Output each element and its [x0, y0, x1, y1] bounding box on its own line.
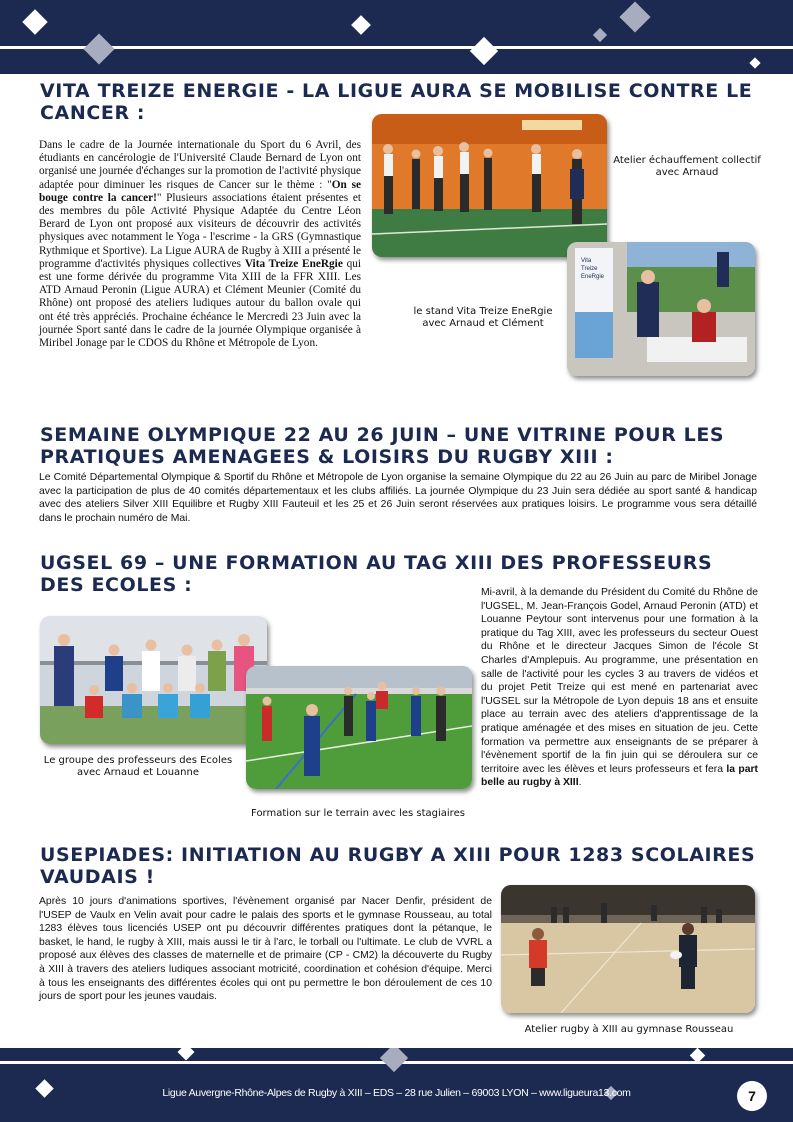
- section1-text-3: qui est une forme dérivée du programme Vita XIII de la FFR XIII. Les ATD Arnaud Peronin (Ligue AURA) et Clément Meunier (Comité du Rhône) ont proposé des ateliers ludiques autour du ballon ovale qui ont été très appréciés. Prochaine échéance le Mercredi 23 Juin avec la journée Sport santé dans le cadre de la journée Olympique organisée à Miribel Jonage par le CDOS du Rhône et Métropole de Lyon.: [39, 257, 362, 350]
- photo-vita-stand: [567, 242, 755, 376]
- footer-address: Ligue Auvergne-Rhône-Alpes de Rugby à XIII – EDS – 28 rue Julien – 69003 LYON – www.ligueura13.com: [162, 1087, 631, 1099]
- section-title-vita-treize: VITA TREIZE ENERGIE - LA LIGUE AURA SE MOBILISE CONTRE LE CANCER :: [40, 80, 753, 124]
- photo-field-training: [246, 666, 472, 789]
- photo-warmup-gym: [372, 114, 607, 257]
- caption-teachers-group: Le groupe des professeurs des Ecoles avec Arnaud et Louanne: [43, 755, 233, 778]
- diamond-ornament: [178, 1048, 195, 1060]
- section-title-semaine-olympique: SEMAINE OLYMPIQUE 22 AU 26 JUIN – UNE VITRINE POUR LES PRATIQUES AMENAGEES & LOISIRS DU RUGBY XIII :: [40, 424, 725, 468]
- section3-body: [481, 586, 758, 790]
- section-title-usepiades: USEPIADES: INITIATION AU RUGBY A XIII POUR 1283 SCOLAIRES VAUDAIS !: [40, 844, 756, 888]
- caption-stand: le stand Vita Treize EneRgie avec Arnaud et Clément: [413, 306, 553, 329]
- section-title-ugsel: UGSEL 69 – UNE FORMATION AU TAG XIII DES PROFESSEURS DES ECOLES :: [40, 552, 713, 596]
- diamond-ornament: [749, 57, 760, 68]
- banner-text-energie: EneRgie: [581, 274, 605, 280]
- banner-text-treize: Treize: [581, 266, 598, 272]
- photo-teachers-group: [40, 616, 267, 744]
- diamond-ornament: [593, 28, 607, 42]
- section1-bold-2: Vita Treize EneRgie: [244, 257, 343, 270]
- photo-gym-rousseau: [501, 885, 755, 1013]
- section3-text-end: .: [578, 777, 582, 789]
- page-number: 7: [737, 1081, 767, 1111]
- section3-text: Mi-avril, à la demande du Président du Comité du Rhône de l'UGSEL, M. Jean-François Godel, Arnaud Peronin (ATD) et Louanne Peytour sont intervenus pour une formation à la pratique du Tag XIII, avec les professeurs du secteur Ouest du Rhône et le directeur Jacques Simon de l'école St Charles d'Amplepuis. Au programme, une présentation en salle de l'activité pour les cycles 3 au travers de vidéos et du projet Petit Treize qui est mené en partenariat avec l'UGSEL sur la Métropole de Lyon depuis 18 ans et ensuite place au terrain avec des ateliers d'apprentissage de la pratique aménagée et des mises en situation de jeu. Cette formation va permettre aux enseignants de se préparer à l'évènement sportif de la fin juin qui se déroulera sur ce territoire avec les élèves et leurs professeurs et fera: [481, 587, 758, 775]
- section4-body: Après 10 jours d'animations sportives, l'évènement organisé par Nacer Denfir, président de l'USEP de Vaulx en Velin avait pour cadre le palais des sports et le gymnase Rousseau, au total 1283 élèves tous licenciés USEP ont pu découvrir différentes pratiques dont la pétanque, le basket, le hand, le rugby à XIII, mais aussi le tir à l'arc, le torball ou l'ultimate. Le club de VVRL a proposé aux élèves des classes de maternelle et de primaire (CP - CM2) la découverte du Rugby à XIII à travers des ateliers ludiques associant motricité, coordination et cohésion d'équipe. Merci à tous les enseignants des différentes écoles qui ont pu permettre le bon déroulement de ces 10 jours de sport pour les jeunes vaudais.: [39, 896, 492, 1003]
- diamond-ornament: [380, 1048, 408, 1072]
- banner-text-vita: Vita: [581, 258, 592, 264]
- section1-body: [39, 139, 361, 350]
- diamond-ornament: [22, 9, 47, 34]
- section1-bold-1: On se bouge contre la cancer!: [39, 178, 361, 204]
- header-band: [0, 0, 793, 74]
- caption-warmup: Atelier échauffement collectif avec Arnaud: [613, 155, 761, 178]
- caption-gym-rousseau: Atelier rugby à XIII au gymnase Rousseau: [524, 1024, 734, 1035]
- diamond-ornament: [470, 37, 498, 65]
- footer-band: [0, 1048, 793, 1122]
- caption-field-training: Formation sur le terrain avec les stagiaires: [251, 808, 465, 819]
- section2-body: Le Comité Départemental Olympique & Sportif du Rhône et Métropole de Lyon organise la semaine Olympique du 22 au 26 Juin au parc de Miribel Jonage avec la participation de plus de 40 comités départementaux et les clubs affiliés. La journée Olympique du 23 Juin sera dédiée au sport santé & handicap avec des ateliers Silver XIII Equilibre et Rugby XIII Fauteuil et les 25 et 26 Juin seront réservées aux pratiques loisirs. Le programme vous sera détaillé dans le prochain numéro de Mai.: [39, 472, 757, 524]
- header-divider: [0, 46, 793, 49]
- diamond-ornament: [351, 15, 371, 35]
- section1-text-1: Dans le cadre de la Journée internationale du Sport du 6 Avril, des étudiants en cancérologie de l'Université Claude Bernard de Lyon ont organisé une journée d'échanges sur la promotion de l'activité physique adaptée pour diminuer les risques de Cancer sur le thème : ": [39, 139, 361, 191]
- diamond-ornament: [83, 33, 114, 64]
- section1-text-2: " Plusieurs associations étaient présentes et des membres du pôle Activité Physique Adaptée du Centre Léon Berard de Lyon ont proposé aux visiteurs de découvrir des activités physiques avec notamment le Yoga - l'escrime - la GRS (Gymnastique Rythmique et Sportive). La Ligue AURA de Rugby à XIII a présenté le programme d'activités physiques collectives: [39, 191, 361, 270]
- section3-bold: la part belle au rugby à XIII: [481, 763, 758, 789]
- diamond-ornament: [619, 1, 650, 32]
